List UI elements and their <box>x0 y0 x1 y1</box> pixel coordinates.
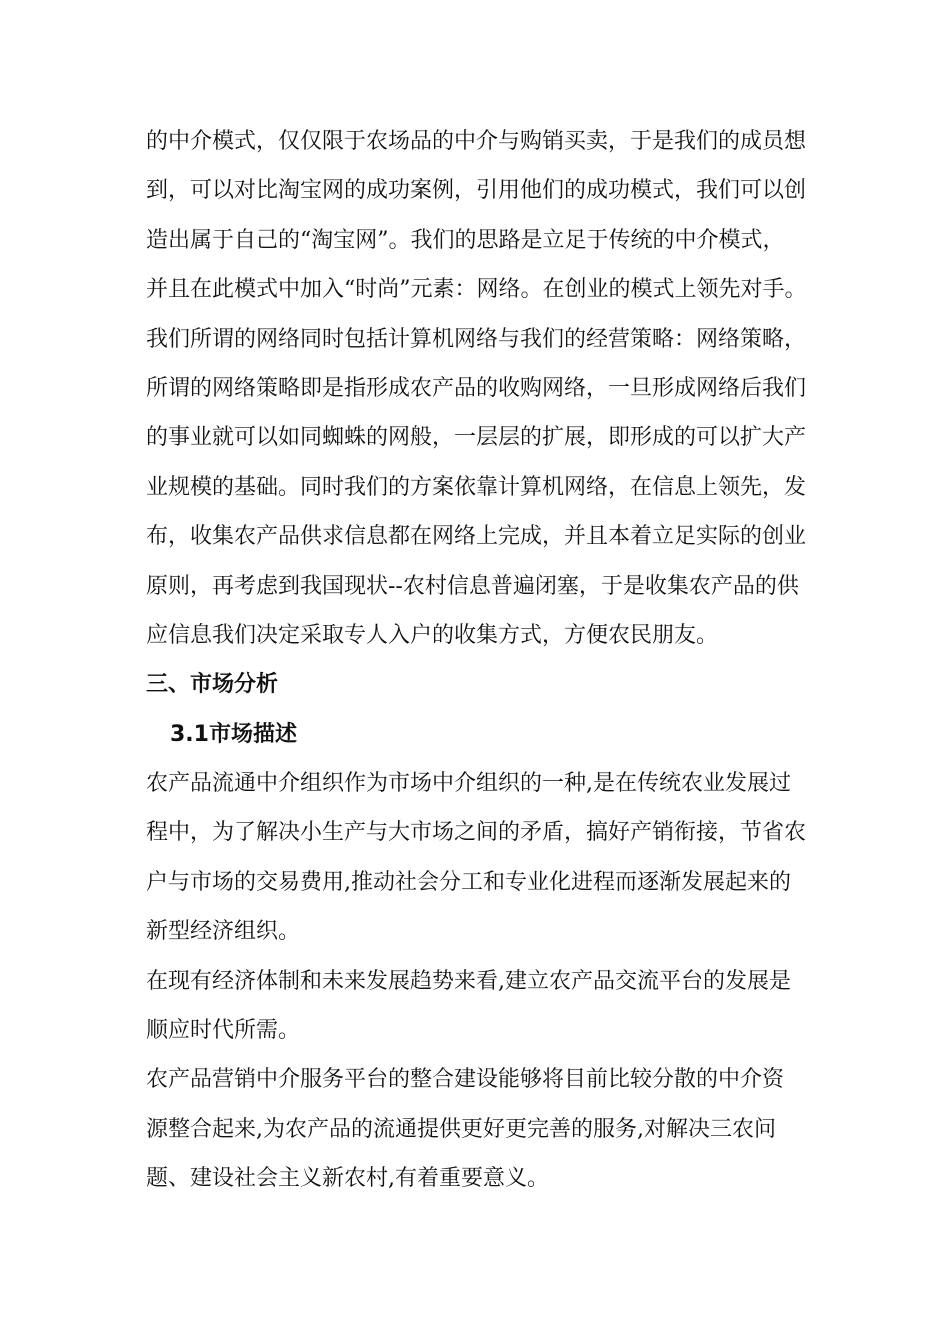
text-line: 户与市场的交易费用,推动社会分工和专业化进程而逐渐发展起来的 <box>146 869 791 895</box>
text-line: 题、建设社会主义新农村,有着重要意义。 <box>146 1166 549 1192</box>
text-line: 业规模的基础。同时我们的方案依靠计算机网络，在信息上领先，发 <box>146 474 807 500</box>
text-line: 程中，为了解决小生产与大市场之间的矛盾，搞好产销衔接，节省农 <box>146 820 807 846</box>
document-body <box>146 117 826 1204</box>
text-line: 源整合起来,为农产品的流通提供更好更完善的服务,对解决三农问 <box>146 1116 776 1142</box>
text-line: 农产品流通中介组织作为市场中介组织的一种,是在传统农业发展过 <box>146 771 791 797</box>
text-line: 在现有经济体制和未来发展趋势来看,建立农产品交流平台的发展是 <box>146 968 791 994</box>
text-line: 顺应时代所需。 <box>146 1018 301 1044</box>
paragraph-intro <box>146 117 826 660</box>
text-line: 到，可以对比淘宝网的成功案例，引用他们的成功模式，我们可以创 <box>146 178 807 204</box>
text-line: 的事业就可以如同蜘蛛的网般，一层层的扩展，即形成的可以扩大产 <box>146 425 807 451</box>
text-line: 农产品营销中介服务平台的整合建设能够将目前比较分散的中介资 <box>146 1067 785 1093</box>
text-line: 造出属于自己的“淘宝网”。我们的思路是立足于传统的中介模式， <box>146 227 785 253</box>
paragraph-trend <box>146 957 826 1056</box>
text-line: 并且在此模式中加入“时尚”元素：网络。在创业的模式上领先对手。 <box>146 277 807 303</box>
paragraph-market-description <box>146 759 826 957</box>
subsection-heading: 3.1市场描述 <box>170 721 297 747</box>
text-line: 我们所谓的网络同时包括计算机网络与我们的经营策略：网络策略， <box>146 326 807 352</box>
text-line: 新型经济组织。 <box>146 919 301 945</box>
text-line: 的中介模式，仅仅限于农场品的中介与购销买卖，于是我们的成员想 <box>146 129 807 154</box>
paragraph-platform <box>146 1055 826 1203</box>
text-line: 应信息我们决定采取专人入户的收集方式，方便农民朋友。 <box>146 622 719 648</box>
text-line: 所谓的网络策略即是指形成农产品的收购网络，一旦形成网络后我们 <box>146 375 807 401</box>
section-heading: 三、市场分析 <box>146 672 279 698</box>
text-line: 原则，再考虑到我国现状--农村信息普遍闭塞，于是收集农产品的供 <box>146 573 799 599</box>
text-line: 布，收集农产品供求信息都在网络上完成，并且本着立足实际的创业 <box>146 524 807 550</box>
